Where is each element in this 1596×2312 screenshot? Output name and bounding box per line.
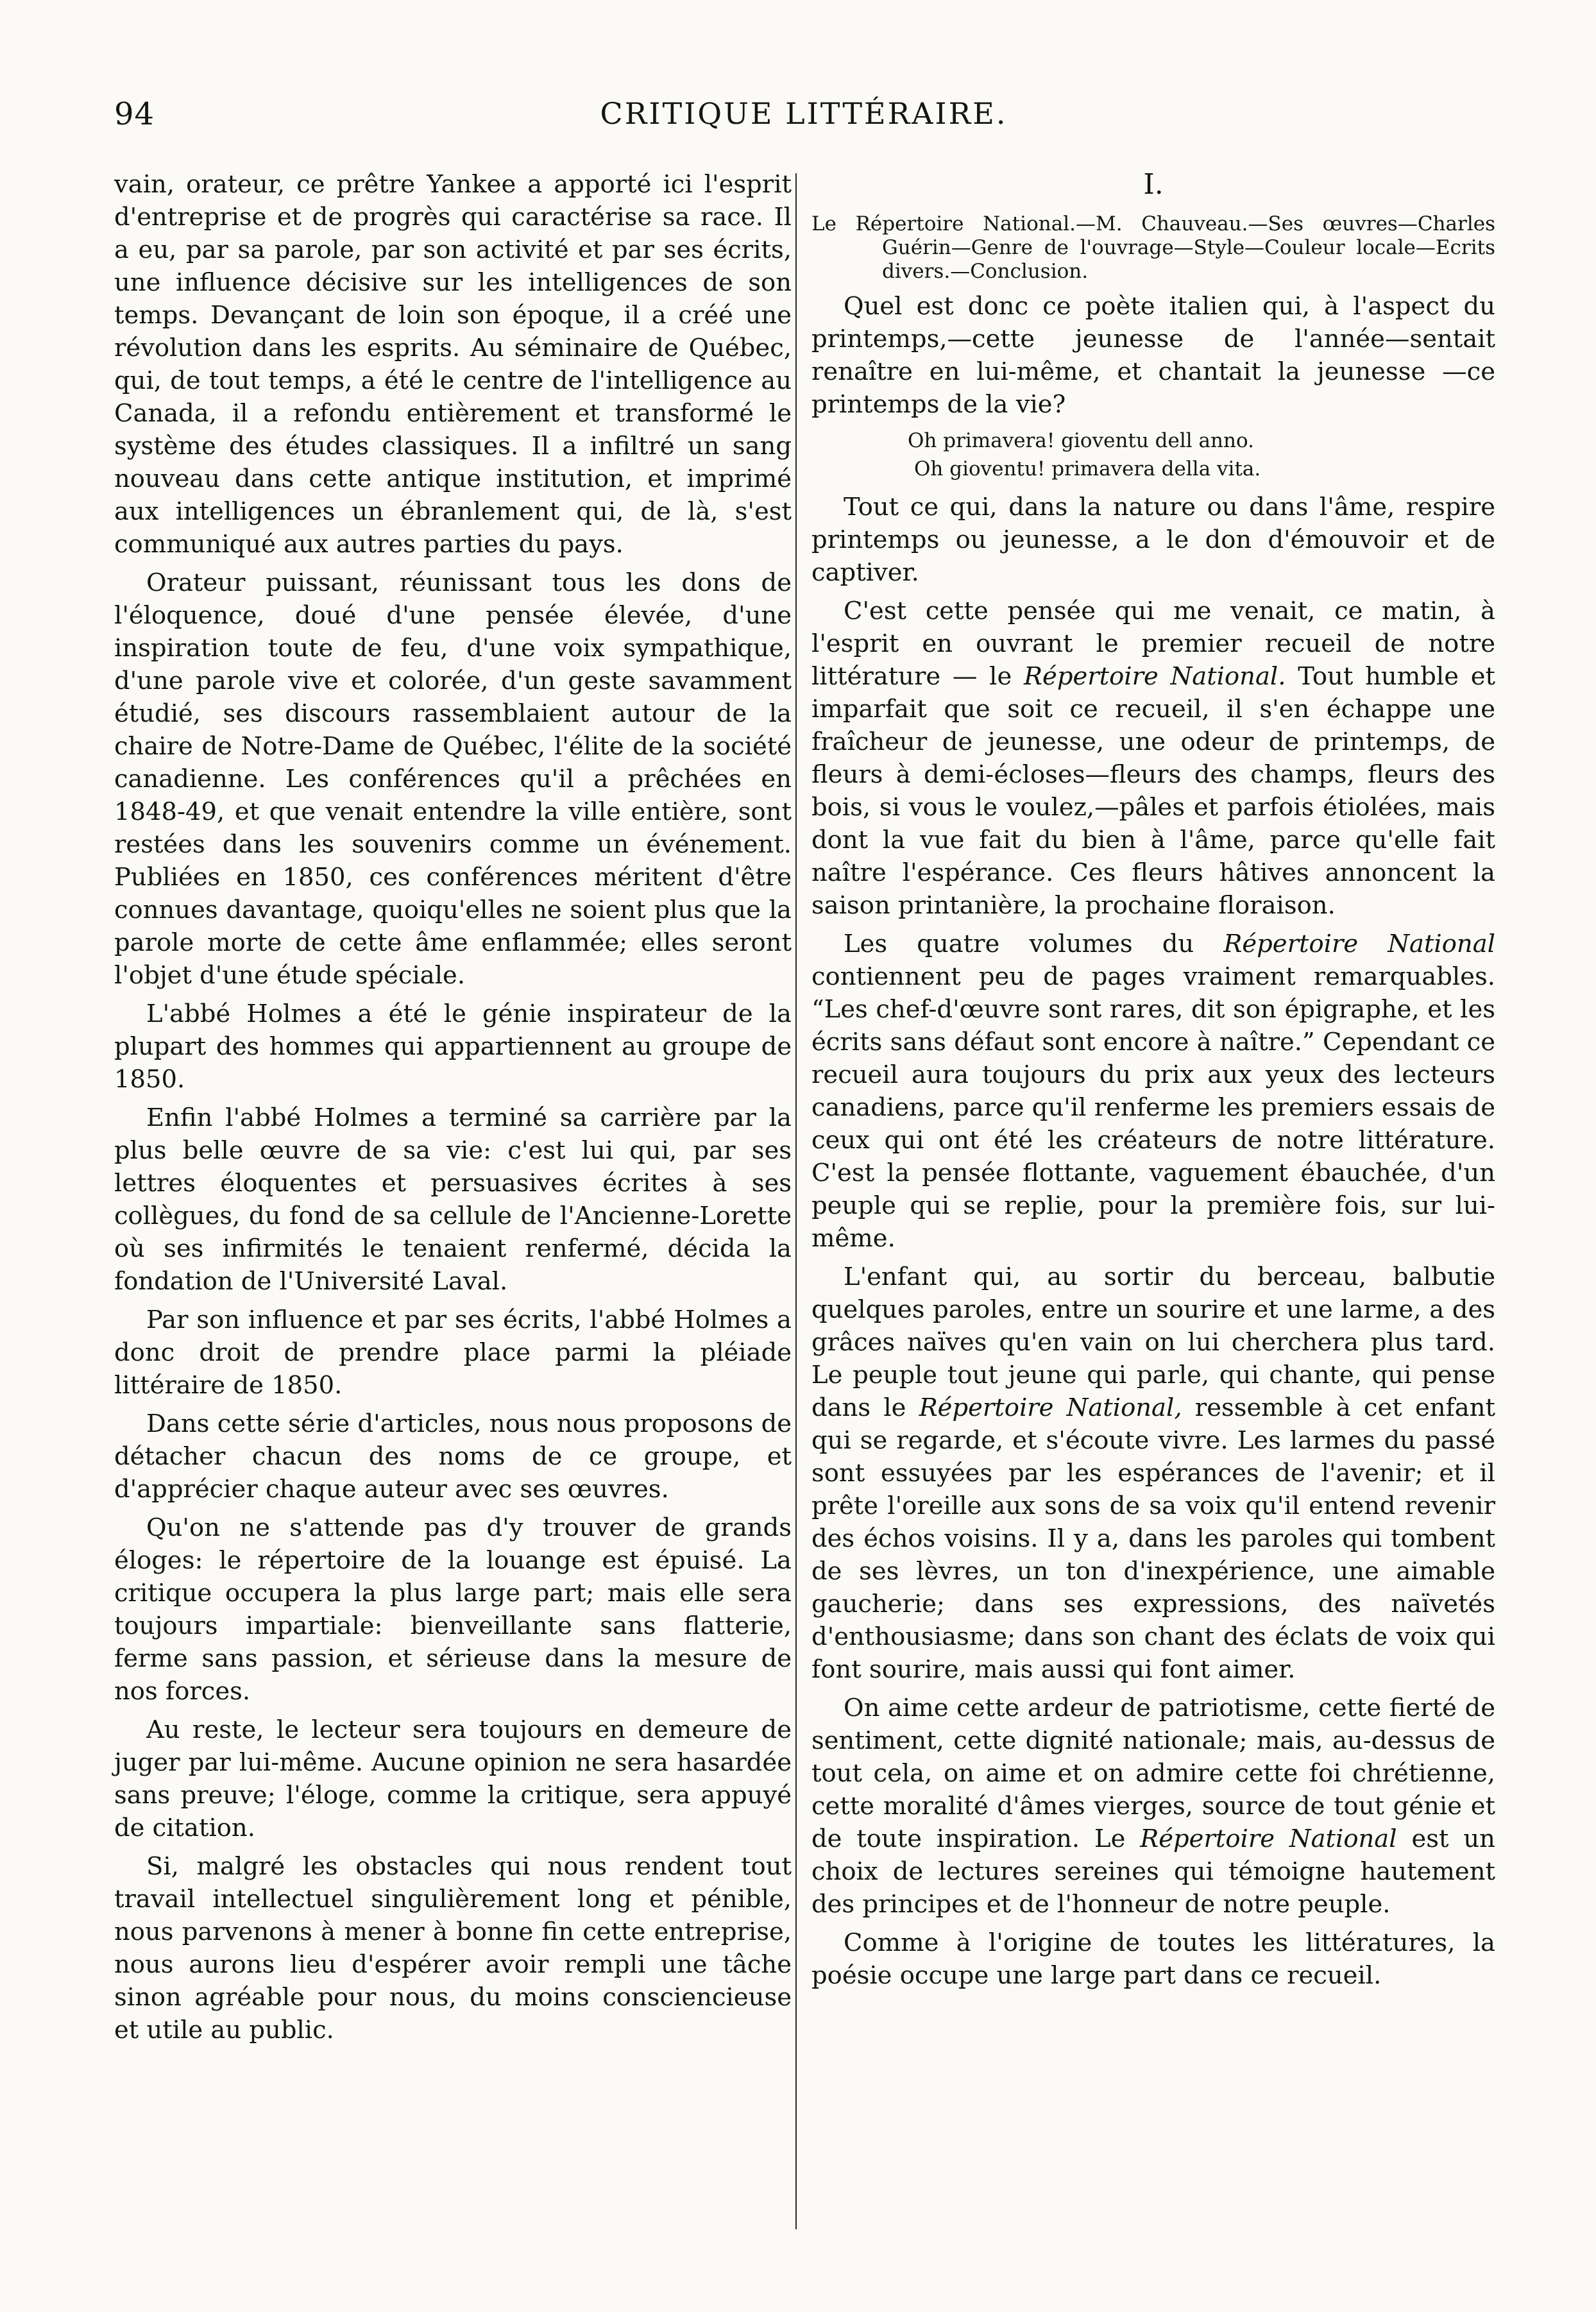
text-run: contiennent peu de pages vraiment remarquables. “Les chef-d'œuvre sont rares, dit son épigraphe, et les écrits sans défaut sont encore à naître.” Cependant ce recueil aura toujours du prix aux yeux des lecteurs canadiens, parce qu'il renferme les premiers essais de ceux qui ont été les créateurs de notre littérature. C'est la pensée flottante, vaguement ébauchée, d'un peuple qui se replie, pour la première fois, sur lui-même.: [811, 962, 1495, 1253]
paragraph-carriere: Enfin l'abbé Holmes a terminé sa carrière par la plus belle œuvre de sa vie: c'est lui qui, par ses lettres éloquentes et persuasives écrites à ses collègues, du fond de sa cellule de l'Ancienne-Lorette où ses infirmités le tenaient renfermé, décida la fondation de l'Université Laval.: [114, 1103, 792, 1296]
text-run: ressemble à cet enfant qui se regarde, et s'écoute vivre. Les larmes du passé sont essuyées par les espérances de l'avenir; et il prête l'oreille aux sons de sa voix qu'il entend revenir des échos voisins. Il y a, dans les paroles qui tombent de ses lèvres, un ton d'inexpérience, une aimable gaucherie; dans ses expressions, des naïvetés d'enthousiasme; dans son chant des éclats de voix qui font sourire, mais aussi qui font aimer.: [811, 1393, 1495, 1684]
paragraph-genie: L'abbé Holmes a été le génie inspirateur de la plupart des hommes qui appartiennent au groupe de 1850.: [114, 999, 792, 1094]
paragraph-enfant: [811, 1261, 1495, 1686]
running-title: CRITIQUE LITTÉRAIRE.: [600, 96, 1008, 131]
section-number: I.: [1143, 168, 1164, 201]
paragraph-orateur: Orateur puissant, réunissant tous les dons de l'éloquence, doué d'une pensée élevée, d'une inspiration toute de feu, d'une voix sympathique, d'une parole vive et colorée, d'un geste savamment étudié, ses discours rassemblaient autour de la chaire de Notre-Dame de Québec, l'élite de la société canadienne. Les conférences qu'il a prêchées en 1848-49, et que venait entendre la ville entière, sont restées dans les souvenirs comme un événement. Publiées en 1850, ces conférences méritent d'être connues davantage, quoiqu'elles ne soient plus que la parole morte de cette âme enflammée; elles seront l'objet d'une étude spéciale.: [114, 568, 792, 990]
paragraph-eloges: Qu'on ne s'attende pas d'y trouver de grands éloges: le répertoire de la louange est épuisé. La critique occupera la plus large part; mais elle sera toujours impartiale: bienveillante sans flatterie, ferme sans passion, et sérieuse dans la mesure de nos forces.: [114, 1513, 792, 1706]
text-run: L'enfant qui, au sortir du berceau, balbutie quelques paroles, entre un sourire et une larme, a des grâces naïves qu'en vain on lui cherchera plus tard. Le peuple tout jeune qui parle, qui chante, qui pense dans le: [811, 1262, 1495, 1422]
paragraph-obstacles: Si, malgré les obstacles qui nous rendent tout travail intellectuel singulièrement long et pénible, nous parvenons à mener à bonne fin cette entreprise, nous aurons lieu d'espérer avoir rempli une tâche sinon agréable pour nous, du moins consciencieuse et utile au public.: [114, 1852, 792, 2044]
italic-title: Répertoire National,: [919, 1393, 1182, 1422]
column-divider: [795, 173, 797, 2229]
paragraph-volumes: [811, 928, 1495, 1255]
paragraph-ardeur: [811, 1692, 1495, 1921]
italic-title: Répertoire National: [1223, 930, 1495, 958]
italic-title: Répertoire National.: [1024, 662, 1286, 691]
text-run: Les quatre volumes du: [844, 930, 1224, 958]
paragraph-nature: Tout ce qui, dans la nature ou dans l'âme, respire printemps ou jeunesse, a le don d'émouvoir et de captiver.: [811, 493, 1495, 587]
paragraph-origine: Comme à l'origine de toutes les littératures, la poésie occupe une large part dans ce recueil.: [811, 1928, 1495, 1990]
left-column: [114, 168, 792, 2052]
right-column: [811, 168, 1495, 1998]
page-number: 94: [114, 96, 155, 132]
paragraph-holmes-intro: vain, orateur, ce prêtre Yankee a apporté ici l'esprit d'entreprise et de progrès qui caractérise sa race. Il a eu, par sa parole, par son activité et par ses écrits, une influence décisive sur les intelligences de son temps. Devançant de loin son époque, il a créé une révolution dans les esprits. Au séminaire de Québec, qui, de tout temps, a été le centre de l'intelligence au Canada, il a refondu entièrement et transformé le système des études classiques. Il a infiltré un sang nouveau dans cette antique institution, et imprimé aux intelligences un ébranlement qui, de là, s'est communiqué aux autres parties du pays.: [114, 170, 792, 559]
text-run: Tout humble et imparfait que soit ce recueil, il s'en échappe une fraîcheur de jeunesse, une odeur de printemps, de fleurs à demi-écloses—fleurs des champs, fleurs des bois, si vous le voulez,—pâles et parfois étiolées, mais dont la vue fait du bien à l'âme, parce qu'elle fait naître l'espérance. Ces fleurs hâtives annoncent la saison printanière, la prochaine floraison.: [811, 662, 1495, 920]
verse-quote: [811, 427, 1495, 483]
text-run: On aime cette ardeur de patriotisme, cette fierté de sentiment, cette dignité nationale; mais, au-dessus de tout cela, on aime et on admire cette foi chrétienne, cette moralité d'âmes vierges, source de tout génie et de toute inspiration. Le: [811, 1694, 1495, 1853]
paragraph-serie: Dans cette série d'articles, nous nous proposons de détacher chacun des noms de ce groupe, et d'apprécier chaque auteur avec ses œuvres.: [114, 1409, 792, 1504]
text-run: C'est cette pensée qui me venait, ce matin, à l'esprit en ouvrant le premier recueil de notre littérature — le: [811, 597, 1495, 691]
text-run: est un choix de lectures sereines qui témoigne hautement des principes et de l'honneur de notre peuple.: [811, 1824, 1495, 1919]
paragraph-influence: Par son influence et par ses écrits, l'abbé Holmes a donc droit de prendre place parmi la pléiade littéraire de 1850.: [114, 1305, 792, 1400]
italic-title: Répertoire National: [1140, 1824, 1397, 1853]
paragraph-poete: Quel est donc ce poète italien qui, à l'aspect du printemps,—cette jeunesse de l'année—sentait renaître en lui-même, et chantait la jeunesse —ce printemps de la vie?: [811, 292, 1495, 419]
paragraph-reste: Au reste, le lecteur sera toujours en demeure de juger par lui-même. Aucune opinion ne sera hasardée sans preuve; l'éloge, comme la critique, sera appuyé de citation.: [114, 1715, 792, 1842]
page-header: [114, 96, 1493, 141]
verse-line: Oh primavera! gioventu dell anno.: [908, 429, 1254, 452]
paragraph-pensee: [811, 595, 1495, 922]
verse-line: Oh gioventu! primavera della vita.: [914, 457, 1261, 480]
section-summary: Le Répertoire National.—M. Chauveau.—Ses œuvres—Charles Guérin—Genre de l'ouvrage—Style—Couleur locale—Ecrits divers.—Conclusion.: [811, 212, 1495, 283]
